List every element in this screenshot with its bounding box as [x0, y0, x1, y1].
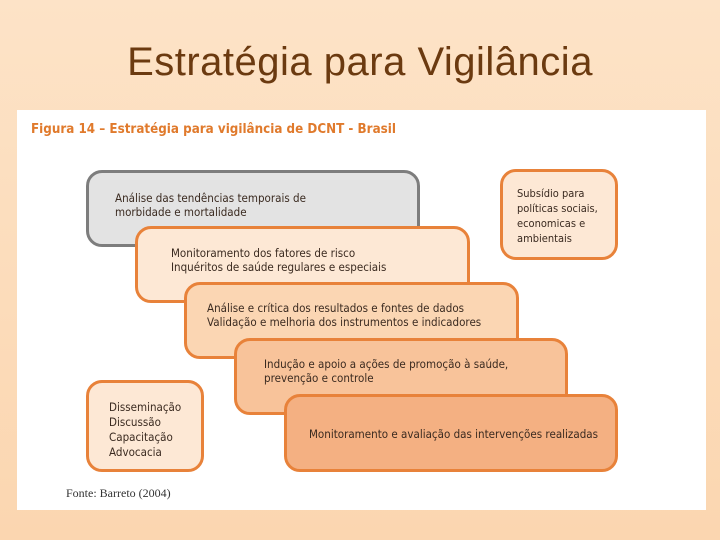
- stage-line: Análise e crítica dos resultados e fontes de dados: [207, 301, 465, 315]
- stage-line: Monitoramento dos fatores de risco: [171, 246, 356, 260]
- policy-support-line: ambientais: [517, 232, 572, 245]
- policy-support-box: [500, 169, 618, 260]
- slide-title: Estratégia para Vigilância: [127, 40, 593, 84]
- figure-source: Fonte: Barreto (2004): [66, 486, 171, 500]
- figure-caption: Figura 14 – Estratégia para vigilância de DCNT - Brasil: [31, 122, 396, 137]
- stage-box-evaluation: [284, 394, 618, 472]
- policy-support-line: economicas e: [517, 217, 586, 230]
- stage-line: Inquéritos de saúde regulares e especiais: [171, 260, 387, 274]
- dissemination-box: [86, 380, 204, 472]
- dissemination-line: Capacitação: [109, 430, 173, 444]
- stage-line: Monitoramento e avaliação das intervenções realizadas: [309, 427, 598, 441]
- stage-line: Indução e apoio a ações de promoção à saúde,: [264, 357, 509, 371]
- dissemination-line: Disseminação: [109, 400, 182, 414]
- stage-line: Validação e melhoria dos instrumentos e indicadores: [207, 315, 482, 329]
- policy-support-line: políticas sociais,: [517, 202, 598, 215]
- stage-line: Análise das tendências temporais de: [115, 191, 306, 205]
- stage-line: prevenção e controle: [264, 371, 374, 385]
- dissemination-line: Advocacia: [109, 445, 162, 459]
- stage-line: morbidade e mortalidade: [115, 205, 247, 219]
- policy-support-line: Subsídio para: [517, 187, 585, 200]
- dissemination-line: Discussão: [109, 415, 161, 429]
